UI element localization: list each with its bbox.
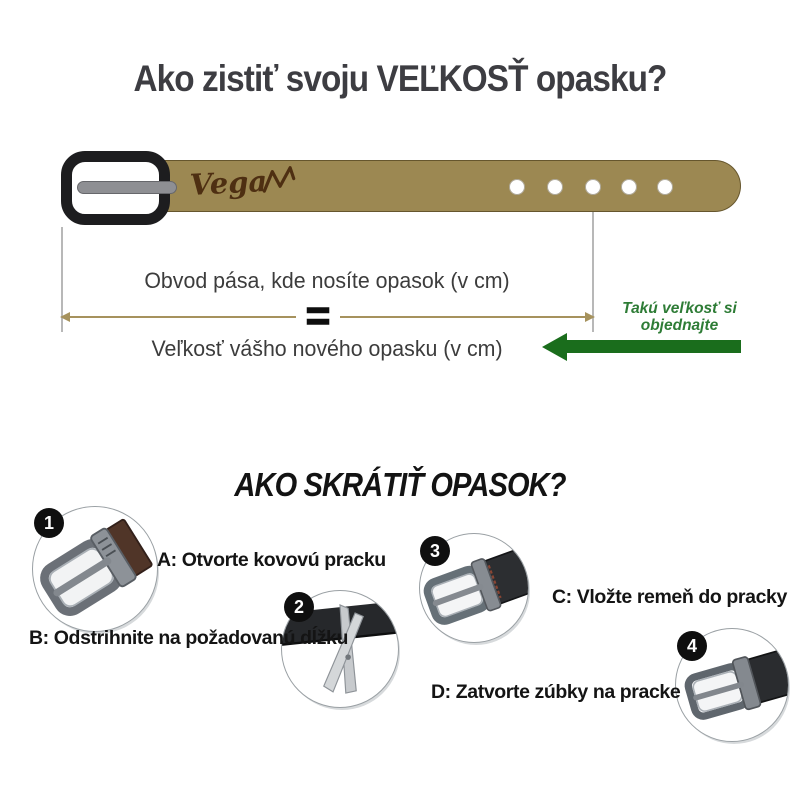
measure-line-right (340, 316, 586, 318)
step1-number-badge: 1 (34, 508, 64, 538)
order-size-note (607, 300, 752, 335)
belt-hole (547, 179, 563, 195)
step1-label: A: Otvorte kovovú pracku (157, 549, 386, 571)
belt-prong (77, 181, 177, 194)
belt-hole (657, 179, 673, 195)
measure-line-left (64, 316, 296, 318)
order-arrow-head-icon (542, 333, 567, 361)
brand-logo-flourish (263, 168, 294, 192)
step4-number-badge: 4 (677, 631, 707, 661)
brand-logo-text: Vega (189, 163, 269, 202)
step2-number-badge: 2 (284, 592, 314, 622)
shorten-section-title: AKO SKRÁTIŤ OPASOK? (234, 466, 566, 503)
belt-hole (509, 179, 525, 195)
waist-measure-label: Obvod pása, kde nosíte opasok (v cm) (144, 268, 510, 293)
step4-label: D: Zatvorte zúbky na pracke (431, 681, 681, 703)
order-arrow (566, 340, 741, 353)
page-title: Ako zistiť svoju VEĽKOSŤ opasku? (133, 58, 667, 99)
belt-hole (585, 179, 601, 195)
belt-hole (621, 179, 637, 195)
new-belt-size-label: Veľkosť vášho nového opasku (v cm) (151, 336, 503, 361)
order-size-note-line2: objednajte (640, 317, 719, 335)
step3-number-badge: 3 (420, 536, 450, 566)
step3-label: C: Vložte remeň do pracky (552, 586, 787, 608)
brand-logo-graphic (187, 158, 307, 208)
order-size-note-line1: Takú veľkosť si (622, 300, 737, 317)
measure-arrowhead-right (585, 312, 595, 322)
step2-label: B: Odstrihnite na požadovanú dĺžku (29, 627, 348, 649)
measure-arrowhead-left (60, 312, 70, 322)
equals-sign: = (305, 292, 331, 339)
brand-logo (187, 158, 307, 213)
